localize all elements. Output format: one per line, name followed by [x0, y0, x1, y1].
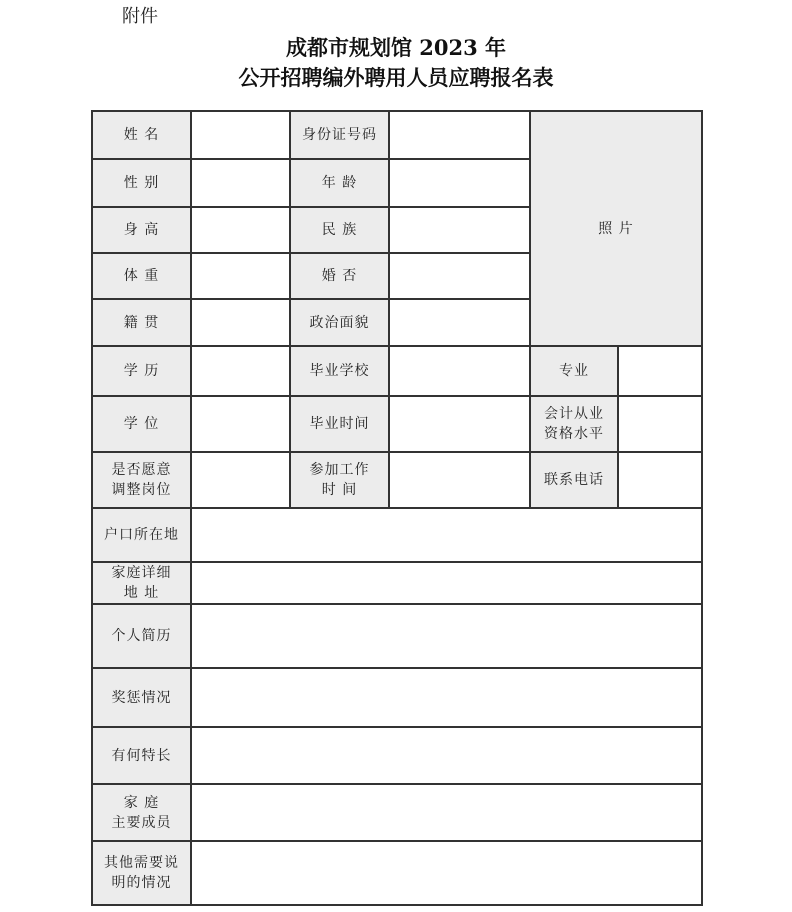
other-label-line2: 明的情况 [111, 875, 172, 891]
height-label: 身 高 [92, 207, 191, 253]
family-label [92, 784, 191, 841]
accounting-field[interactable] [618, 396, 702, 452]
skills-label: 有何特长 [92, 727, 191, 784]
row-hukou [92, 508, 702, 562]
row-skills [92, 727, 702, 784]
height-field[interactable] [191, 207, 290, 253]
family-label-line1: 家 庭 [123, 794, 160, 811]
skills-field[interactable] [191, 727, 702, 784]
native-place-label: 籍 贯 [92, 299, 191, 346]
education-field[interactable] [191, 346, 290, 396]
name-field[interactable] [191, 111, 290, 159]
gender-field[interactable] [191, 159, 290, 207]
address-field[interactable] [191, 562, 702, 604]
degree-field[interactable] [191, 396, 290, 452]
row-family [92, 784, 702, 841]
hukou-label: 户口所在地 [92, 508, 191, 562]
native-place-field[interactable] [191, 299, 290, 346]
marital-field[interactable] [389, 253, 530, 299]
id-number-label: 身份证号码 [290, 111, 389, 159]
address-label-line1: 家庭详细 [111, 565, 172, 581]
major-label: 专业 [530, 346, 618, 396]
major-field[interactable] [618, 346, 702, 396]
row-rewards [92, 668, 702, 727]
other-label [92, 841, 191, 905]
adjust-position-field[interactable] [191, 452, 290, 508]
row-resume [92, 604, 702, 668]
adjust-position-label [92, 452, 191, 508]
degree-label: 学 位 [92, 396, 191, 452]
age-field[interactable] [389, 159, 530, 207]
row-other [92, 841, 702, 905]
resume-field[interactable] [191, 604, 702, 668]
political-label: 政治面貌 [290, 299, 389, 346]
gender-label: 性 别 [92, 159, 191, 207]
political-field[interactable] [389, 299, 530, 346]
photo-box[interactable]: 照 片 [530, 111, 702, 346]
phone-label: 联系电话 [530, 452, 618, 508]
accounting-label-line2: 资格水平 [544, 426, 604, 442]
work-start-label-line1: 参加工作 [309, 462, 370, 478]
title-line-2: 公开招聘编外聘用人员应聘报名表 [238, 65, 554, 90]
hukou-field[interactable] [191, 508, 702, 562]
accounting-label [530, 396, 618, 452]
ethnicity-field[interactable] [389, 207, 530, 253]
row-address [92, 562, 702, 604]
work-start-label [290, 452, 389, 508]
ethnicity-label: 民 族 [290, 207, 389, 253]
resume-label: 个人简历 [92, 604, 191, 668]
adjust-label-line1: 是否愿意 [111, 462, 172, 478]
application-form-table [91, 110, 703, 906]
attachment-label: 附件 [122, 6, 158, 27]
row-education [92, 346, 702, 396]
work-start-label-line2: 时 间 [321, 482, 358, 498]
adjust-label-line2: 调整岗位 [111, 482, 172, 498]
phone-field[interactable] [618, 452, 702, 508]
family-field[interactable] [191, 784, 702, 841]
work-start-field[interactable] [389, 452, 530, 508]
other-field[interactable] [191, 841, 702, 905]
school-label: 毕业学校 [290, 346, 389, 396]
family-label-line2: 主要成员 [111, 814, 172, 831]
grad-time-field[interactable] [389, 396, 530, 452]
grad-time-label: 毕业时间 [290, 396, 389, 452]
age-label: 年 龄 [290, 159, 389, 207]
row-degree [92, 396, 702, 452]
other-label-line1: 其他需要说 [104, 855, 179, 871]
row-name [92, 111, 702, 159]
title-line-1: 成都市规划馆 2023 年 [285, 35, 507, 60]
row-adjust [92, 452, 702, 508]
name-label: 姓 名 [92, 111, 191, 159]
address-label-line2: 地 址 [123, 585, 160, 601]
weight-label: 体 重 [92, 253, 191, 299]
weight-field[interactable] [191, 253, 290, 299]
education-label: 学 历 [92, 346, 191, 396]
rewards-label: 奖惩情况 [92, 668, 191, 727]
address-label [92, 562, 191, 604]
marital-label: 婚 否 [290, 253, 389, 299]
accounting-label-line1: 会计从业 [544, 406, 604, 422]
id-number-field[interactable] [389, 111, 530, 159]
rewards-field[interactable] [191, 668, 702, 727]
school-field[interactable] [389, 346, 530, 396]
